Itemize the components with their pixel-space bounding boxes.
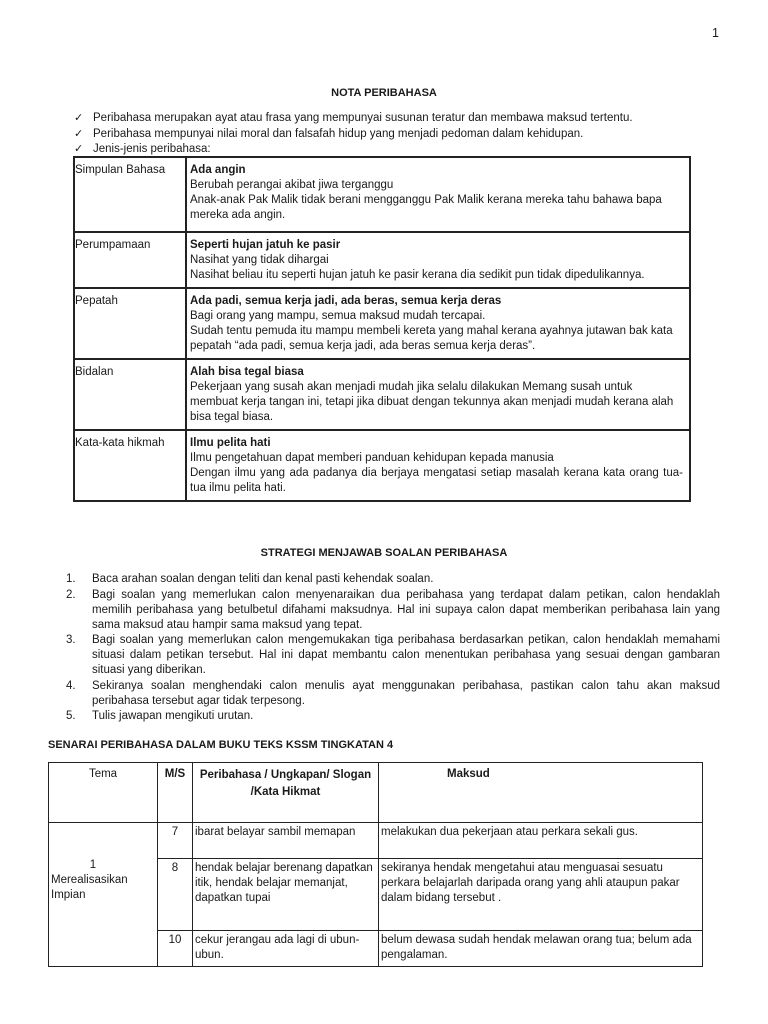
checkmark-icon: ✓ [74, 112, 84, 124]
list-item: ✓ Peribahasa mempunyai nilai moral dan falsafah hidup yang menjadi pedoman dalam kehidupan. [74, 127, 633, 143]
peribahasa-cell: ibarat belayar sambil memapan [193, 823, 379, 859]
table-row [74, 157, 690, 232]
step-text: Bagi soalan yang memerlukan calon mengemukakan tiga peribahasa berdasarkan petikan, calon hendaklah memahami situasi dalam petikan tersebut. Hal ini dapat membantu calon menentukan peribahasa yang sesuai dengan gambaran situasi yang diberikan. [92, 634, 720, 676]
maksud-cell: belum dewasa sudah hendak melawan orang tua; belum ada pengalaman. [379, 931, 703, 967]
maksud-cell: melakukan dua pekerjaan atau perkara sekali gus. [379, 823, 703, 859]
example-text: Dengan ilmu yang ada padanya dia berjaya mengatasi setiap masalah kerana kata orang tua-tua ilmu pelita hati. [190, 467, 683, 494]
header-tema: Tema [49, 763, 158, 823]
tema-cell [49, 823, 158, 967]
nota-title: NOTA PERIBAHASA [331, 87, 437, 99]
peribahasa-text: Ada padi, semua kerja jadi, ada beras, semua kerja deras [190, 295, 502, 307]
strategi-title: STRATEGI MENJAWAB SOALAN PERIBAHASA [260, 547, 508, 559]
content-cell [186, 359, 690, 430]
example-text: Sudah tentu pemuda itu mampu membeli kereta yang mahal kerana ayahnya jutawan bak kata pepatah “ada padi, semua kerja jadi, ada beras semua kerja deras”. [190, 325, 673, 352]
meaning-text: Bagi orang yang mampu, semua maksud mudah tercapai. [190, 310, 486, 322]
list-item: ✓ Jenis-jenis peribahasa: [74, 142, 633, 158]
peribahasa-text: Ada angin [190, 164, 246, 176]
tema-number: 1 [89, 859, 97, 871]
peribahasa-text: Ilmu pelita hati [190, 437, 271, 449]
step-number: 2. [66, 588, 76, 601]
example-text: Nasihat beliau itu seperti hujan jatuh ke pasir kerana dia sedikit pun tidak dipedulikannya. [190, 269, 645, 281]
table-header-row [49, 763, 703, 823]
content-cell [186, 288, 690, 359]
list-item [66, 679, 720, 709]
category-cell: Simpulan Bahasa [74, 157, 186, 232]
step-text: Baca arahan soalan dengan teliti dan kenal pasti kehendak soalan. [92, 573, 434, 585]
step-number: 5. [66, 710, 76, 722]
list-item [66, 709, 720, 724]
meaning-text: Berubah perangai akibat jiwa terganggu [190, 179, 394, 191]
table-row [74, 232, 690, 288]
meaning-text: Pekerjaan yang susah akan menjadi mudah jika selalu dilakukan Memang susah untuk membuat kerja tangan ini, tetapi jika dibuat dengan tekunnya akan menjadi mudah kerana alah bisa tegal biasa. [190, 381, 674, 423]
peribahasa-cell: hendak belajar berenang dapatkan itik, hendak belajar memanjat, dapatkan tupai [193, 859, 379, 931]
list-item [66, 572, 720, 587]
content-cell [186, 232, 690, 288]
step-text: Sekiranya soalan menghendaki calon menulis ayat menggunakan peribahasa, pastikan calon tahu akan maksud peribahasa tersebut agar tidak terpesong. [92, 679, 720, 707]
step-number: 4. [66, 679, 76, 692]
ms-cell: 8 [158, 859, 193, 931]
content-cell [186, 157, 690, 232]
list-item: ✓ Peribahasa merupakan ayat atau frasa yang mempunyai susunan teratur dan membawa maksud tertentu. [74, 111, 633, 127]
senarai-title: SENARAI PERIBAHASA DALAM BUKU TEKS KSSM TINGKATAN 4 [48, 739, 394, 751]
header-maksud: Maksud [379, 763, 703, 823]
peribahasa-cell: cekur jerangau ada lagi di ubun-ubun. [193, 931, 379, 967]
strategi-step-list [66, 572, 720, 725]
step-text: Tulis jawapan mengikuti urutan. [92, 710, 254, 722]
page-number: 1 [712, 26, 719, 40]
table-row [49, 823, 703, 859]
peribahasa-text: Alah bisa tegal biasa [190, 366, 304, 378]
category-cell: Kata-kata hikmah [74, 430, 186, 501]
header-ms: M/S [158, 763, 193, 823]
table-row [74, 288, 690, 359]
checkmark-icon: ✓ [74, 127, 84, 140]
nota-bullet-list [74, 111, 633, 158]
table-row [74, 359, 690, 430]
header-peribahasa: Peribahasa / Ungkapan/ Slogan /Kata Hikmat [193, 763, 379, 823]
table-row [74, 430, 690, 501]
step-number: 3. [66, 634, 76, 646]
meaning-text: Nasihat yang tidak dihargai [190, 254, 329, 266]
content-cell [186, 430, 690, 501]
step-text: Bagi soalan yang memerlukan calon menyenaraikan dua peribahasa yang terdapat dalam petikan, calon hendaklah memilih peribahasa yang betulbetul difahami maksudnya. Hal ini supaya calon dapat memberikan peribahasa lain yang sama maksud atau hampir sama maksud yang tepat. [92, 588, 720, 631]
list-item [66, 588, 720, 633]
jenis-peribahasa-table [73, 156, 691, 502]
senarai-peribahasa-table [48, 762, 703, 967]
example-text: Anak-anak Pak Malik tidak berani mengganggu Pak Malik kerana mereka tahu bahawa bapa mereka ada angin. [190, 194, 662, 221]
step-number: 1. [66, 573, 76, 585]
checkmark-icon: ✓ [74, 143, 84, 155]
ms-cell: 7 [158, 823, 193, 859]
list-item [66, 633, 720, 678]
ms-cell: 10 [158, 931, 193, 967]
peribahasa-text: Seperti hujan jatuh ke pasir [190, 239, 341, 251]
maksud-cell: sekiranya hendak mengetahui atau menguasai sesuatu perkara belajarlah daripada orang yang ahli ataupun pakar dalam bidang tersebut . [379, 859, 703, 931]
category-cell: Bidalan [74, 359, 186, 430]
category-cell: Perumpamaan [74, 232, 186, 288]
meaning-text: Ilmu pengetahuan dapat memberi panduan kehidupan kepada manusia [190, 452, 554, 464]
category-cell: Pepatah [74, 288, 186, 359]
tema-name: Merealisasikan Impian [51, 874, 128, 901]
